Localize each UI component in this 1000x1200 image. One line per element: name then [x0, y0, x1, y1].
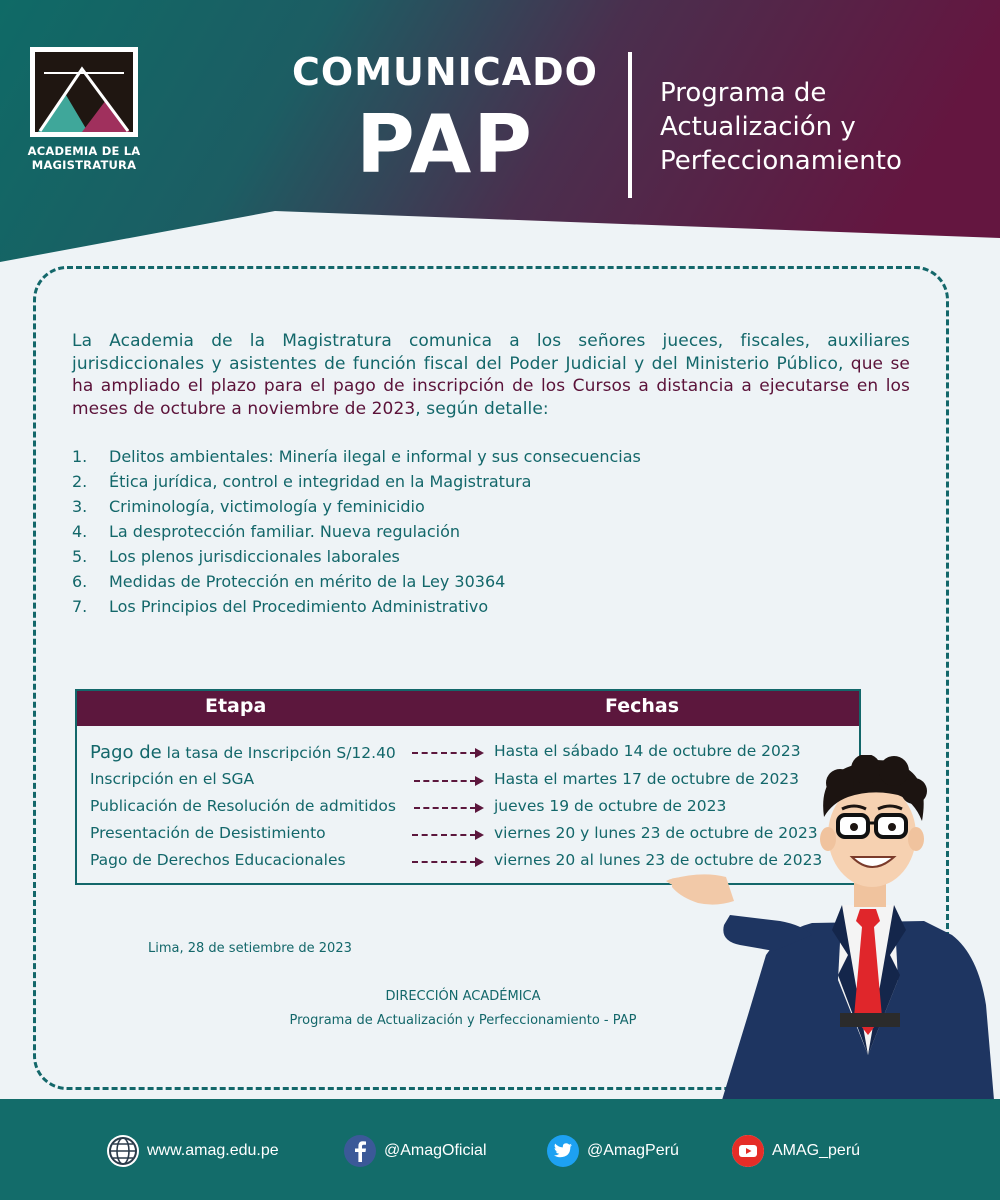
stage-cell: Presentación de Desistimiento — [90, 824, 326, 842]
subtitle-line: Actualización y — [660, 112, 856, 142]
course-title: Medidas de Protección en mérito de la Ley 30364 — [109, 572, 506, 591]
column-header-fechas: Fechas — [605, 695, 680, 717]
twitter-handle: @AmagPerú — [587, 1142, 679, 1159]
list-number: 7. — [72, 597, 88, 616]
list-item — [72, 497, 772, 522]
list-number: 1. — [72, 447, 88, 466]
course-title: Los Principios del Procedimiento Administrativo — [109, 597, 489, 616]
stage-cell: Publicación de Resolución de admitidos — [90, 797, 396, 815]
intro-highlight: que se ha ampliado el plazo para el pago de inscripción de los Cursos a distancia a ejecutarse en los meses de octubre a noviembre de 2023 — [72, 353, 910, 419]
globe-icon — [107, 1135, 139, 1167]
list-number: 4. — [72, 522, 88, 541]
youtube-link[interactable] — [732, 1136, 860, 1166]
course-list — [72, 447, 772, 622]
header-title: COMUNICADO — [292, 50, 598, 94]
twitter-link[interactable] — [547, 1136, 679, 1166]
header-divider — [628, 52, 632, 198]
presenter-illustration — [662, 755, 1000, 1100]
table-header — [77, 691, 859, 726]
signature-subtitle: Programa de Actualización y Perfeccionamiento - PAP — [289, 1013, 637, 1028]
course-title: Ética jurídica, control e integridad en la Magistratura — [109, 472, 532, 491]
list-number: 5. — [72, 547, 88, 566]
list-item — [72, 522, 772, 547]
website-text: www.amag.edu.pe — [147, 1142, 279, 1159]
list-item — [72, 572, 772, 597]
arrow-icon — [412, 861, 476, 863]
header-subtitle — [660, 76, 960, 178]
youtube-icon — [732, 1135, 764, 1167]
twitter-icon — [547, 1135, 579, 1167]
facebook-handle: @AmagOficial — [384, 1142, 487, 1159]
list-number: 6. — [72, 572, 88, 591]
column-header-etapa: Etapa — [205, 695, 267, 717]
stage-cell: Inscripción en el SGA — [90, 770, 255, 788]
facebook-link[interactable] — [344, 1136, 487, 1166]
intro-text-end: , según detalle: — [415, 398, 549, 419]
signature-title: DIRECCIÓN ACADÉMICA — [385, 989, 541, 1004]
stage-prefix: Pago de — [90, 742, 162, 763]
date-cell: jueves 19 de octubre de 2023 — [494, 797, 727, 815]
arrow-icon — [414, 807, 476, 809]
footer-bar — [0, 1099, 1000, 1200]
list-item — [72, 597, 772, 622]
arrow-icon — [414, 780, 476, 782]
list-item — [72, 547, 772, 572]
logo-text: ACADEMIA DE LA MAGISTRATURA — [27, 144, 141, 172]
date-cell: Hasta el martes 17 de octubre de 2023 — [494, 770, 800, 788]
course-title: La desprotección familiar. Nueva regulación — [109, 522, 461, 541]
course-title: Delitos ambientales: Minería ilegal e informal y sus consecuencias — [109, 447, 641, 466]
list-item — [72, 447, 772, 472]
stage-text: la tasa de Inscripción S/12.40 — [161, 744, 396, 762]
stage-cell — [90, 742, 396, 763]
course-title: Los plenos jurisdiccionales laborales — [109, 547, 400, 566]
subtitle-line: Programa de — [660, 78, 827, 108]
subtitle-line: Perfeccionamiento — [660, 146, 902, 176]
stage-cell: Pago de Derechos Educacionales — [90, 851, 346, 869]
date-cell: Hasta el sábado 14 de octubre de 2023 — [494, 742, 801, 760]
date-cell: viernes 20 al lunes 23 de octubre de 2023 — [494, 851, 823, 869]
arrow-icon — [412, 752, 476, 754]
list-number: 2. — [72, 472, 88, 491]
website-link[interactable] — [107, 1136, 279, 1166]
list-item — [72, 472, 772, 497]
date-cell: viernes 20 y lunes 23 de octubre de 2023 — [494, 824, 818, 842]
academia-logo — [30, 47, 138, 137]
announcement-paragraph — [72, 330, 910, 420]
header-program-acronym: PAP — [356, 98, 534, 191]
course-title: Criminología, victimología y feminicidio — [109, 497, 425, 516]
facebook-icon — [344, 1135, 376, 1167]
youtube-handle: AMAG_perú — [772, 1142, 861, 1159]
arrow-icon — [412, 834, 476, 836]
intro-text: La Academia de la Magistratura comunica a los señores jueces, fiscales, auxiliares jurisdiccionales y asistentes de función fiscal del Poder Judicial y del Ministerio Público, — [72, 331, 910, 374]
list-number: 3. — [72, 497, 88, 516]
place-date: Lima, 28 de setiembre de 2023 — [148, 941, 352, 956]
